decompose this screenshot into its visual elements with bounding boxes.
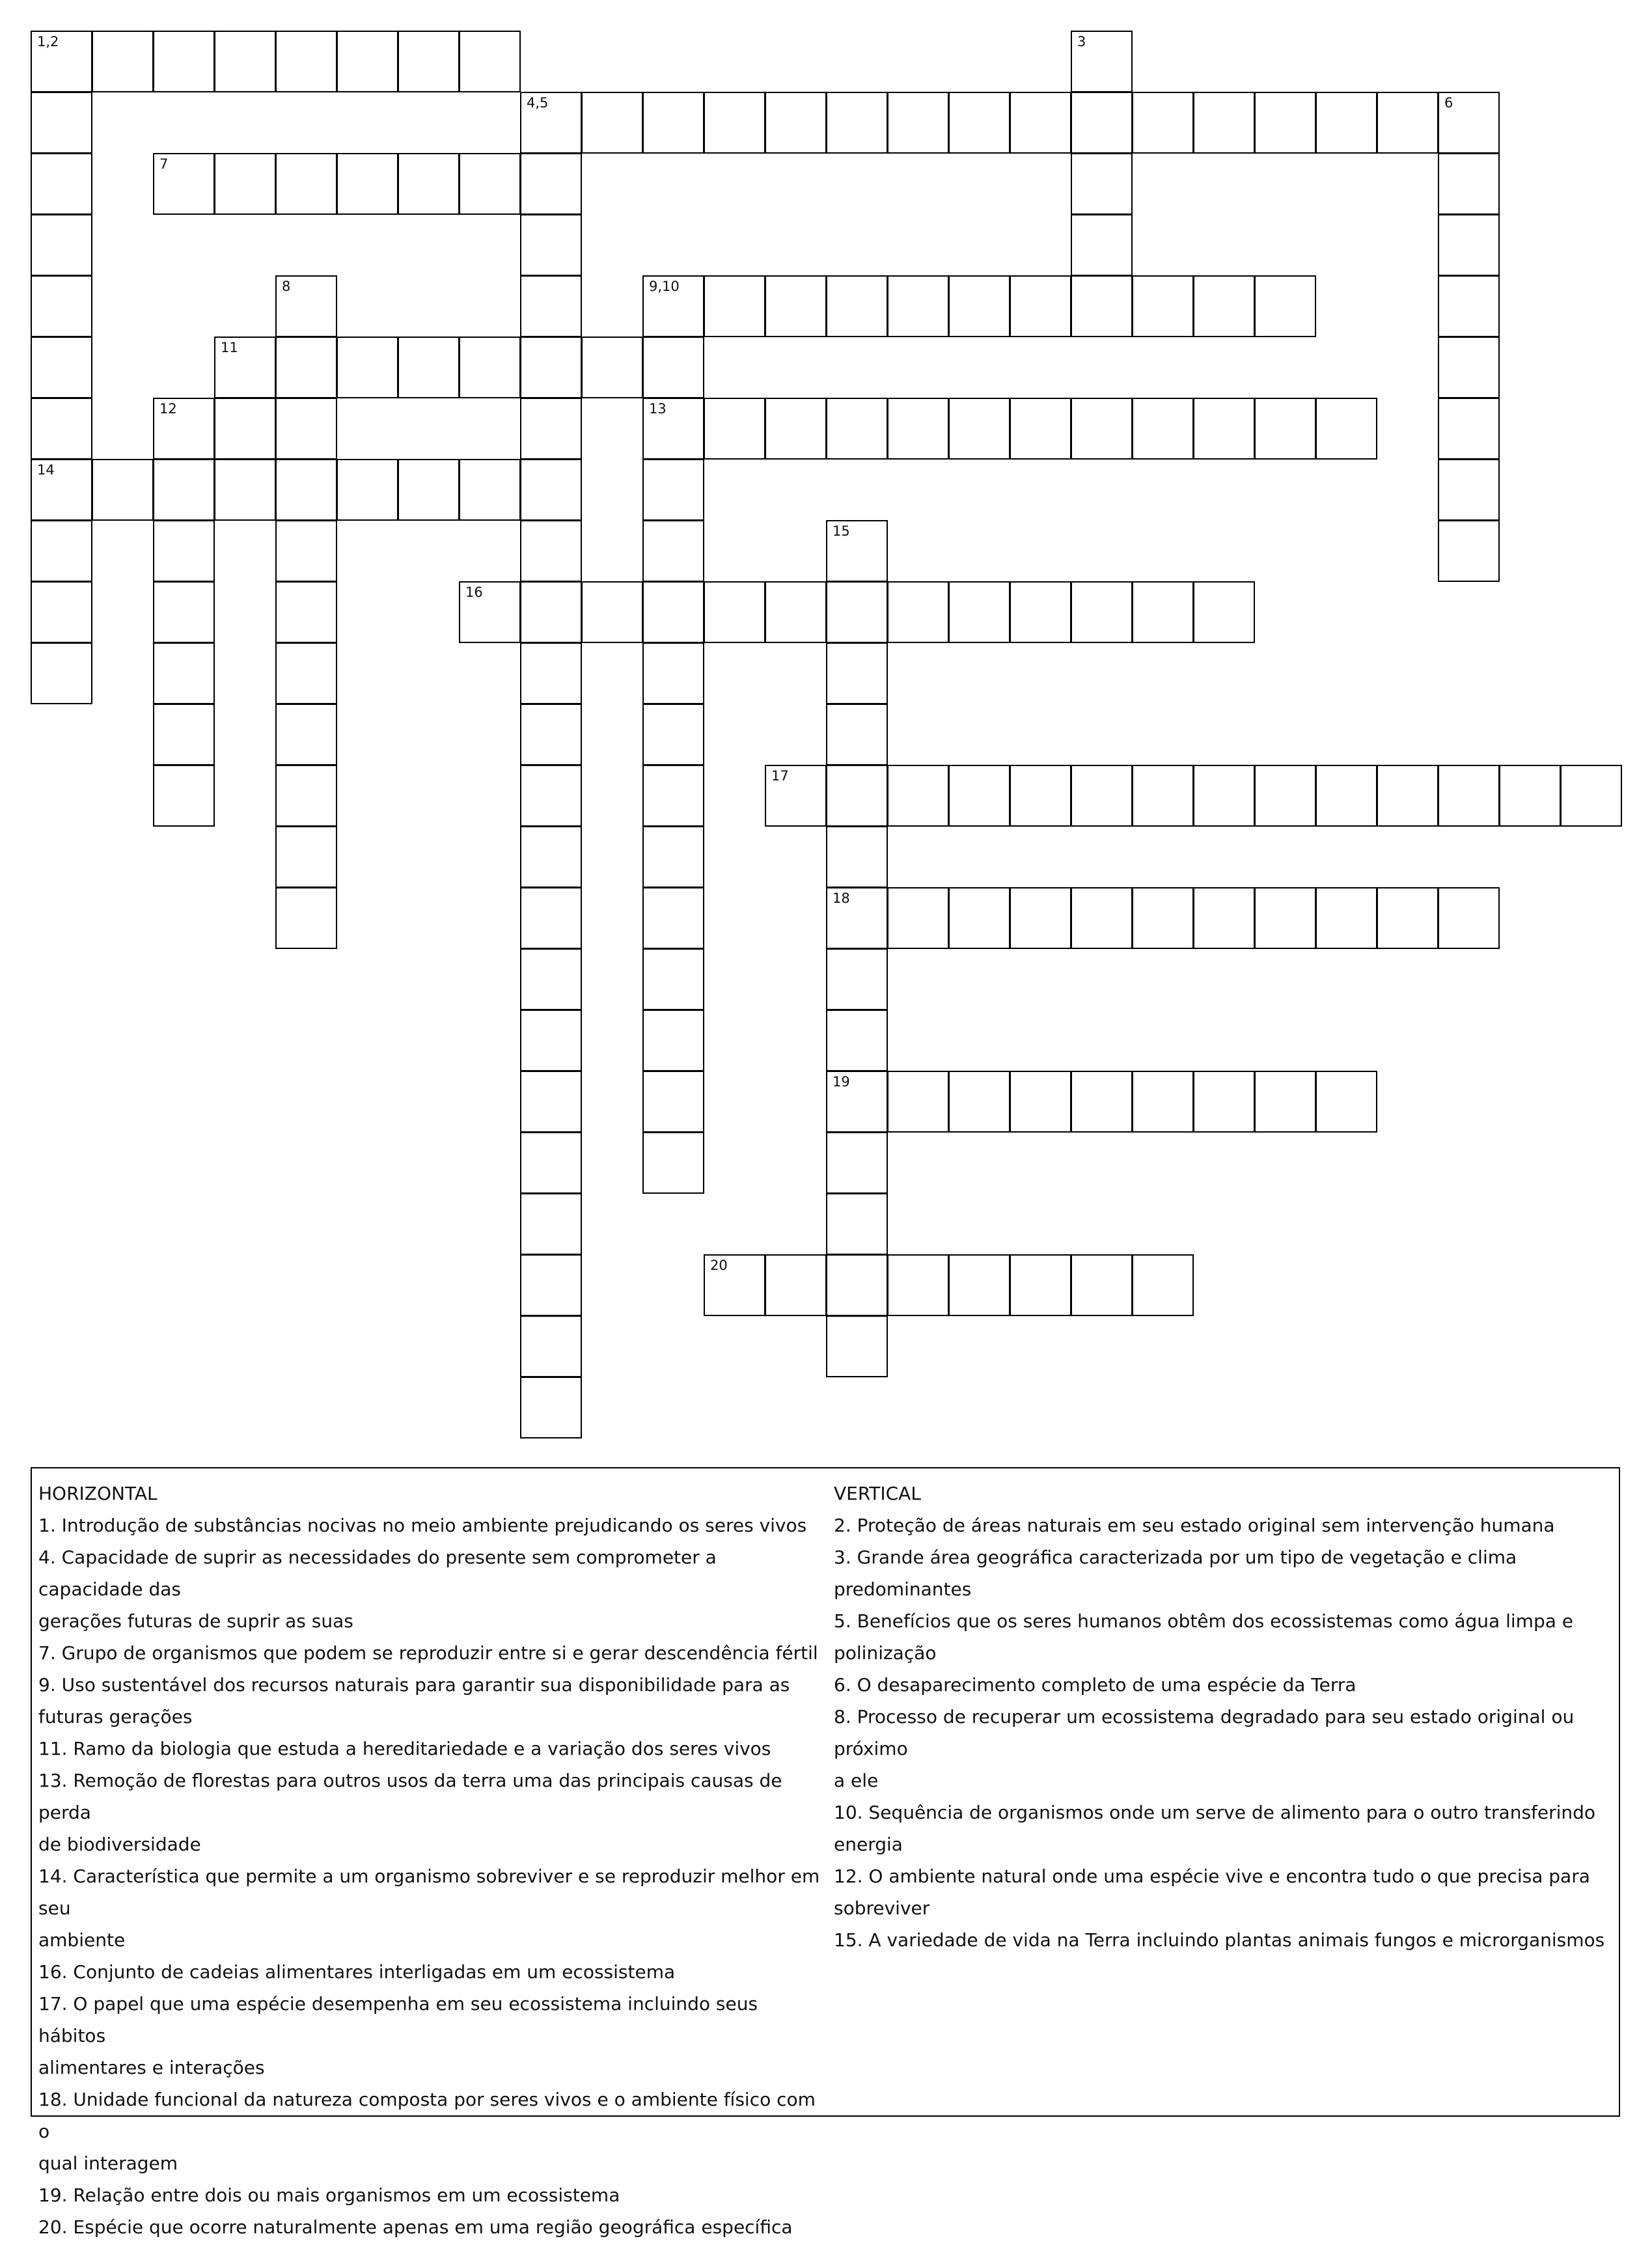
- grid-cell[interactable]: [337, 153, 398, 215]
- grid-cell[interactable]: [398, 31, 460, 92]
- grid-cell[interactable]: [275, 31, 337, 92]
- clue-number: 17: [771, 768, 789, 784]
- grid-cell[interactable]: [642, 1071, 704, 1133]
- clue-line: 19. Relação entre dois ou mais organismos em um ecossistema: [38, 2184, 620, 2206]
- grid-cell[interactable]: [1010, 581, 1071, 643]
- grid-cell[interactable]: [826, 398, 888, 460]
- grid-cell[interactable]: [275, 398, 337, 460]
- vertical-clue-list: [834, 1509, 1615, 1956]
- grid-cell[interactable]: [948, 887, 1010, 949]
- grid-cell[interactable]: [1010, 1254, 1071, 1316]
- grid-cell[interactable]: [31, 337, 92, 398]
- grid-cell[interactable]: [1377, 92, 1439, 154]
- grid-cell[interactable]: [1193, 765, 1255, 827]
- clue-line: 16. Conjunto de cadeias alimentares interligadas em um ecossistema: [38, 1961, 676, 1983]
- grid-cell[interactable]: [1254, 1071, 1316, 1133]
- grid-cell[interactable]: [1071, 398, 1133, 460]
- grid-cell[interactable]: [520, 1132, 582, 1194]
- grid-cell[interactable]: [826, 92, 888, 154]
- grid-cell[interactable]: [581, 337, 643, 398]
- clue-number: 18: [833, 890, 850, 906]
- grid-cell[interactable]: [642, 1132, 704, 1194]
- grid-cell[interactable]: [520, 337, 582, 398]
- grid-cell[interactable]: [1560, 765, 1622, 827]
- grid-cell[interactable]: [1132, 275, 1194, 337]
- grid-cell[interactable]: [826, 275, 888, 337]
- grid-cell[interactable]: [31, 153, 92, 215]
- grid-cell[interactable]: [1071, 214, 1133, 276]
- grid-cell[interactable]: [581, 581, 643, 643]
- grid-cell[interactable]: [1315, 1071, 1377, 1133]
- grid-cell[interactable]: [459, 31, 521, 92]
- grid-cell[interactable]: [948, 1254, 1010, 1316]
- clue-number: 3: [1077, 34, 1086, 49]
- grid-cell[interactable]: [153, 642, 215, 704]
- grid-cell[interactable]: [1010, 1071, 1071, 1133]
- numbered-cell[interactable]: [153, 153, 215, 215]
- grid-cell[interactable]: [275, 459, 337, 521]
- grid-cell[interactable]: [1132, 1254, 1194, 1316]
- grid-cell[interactable]: [520, 214, 582, 276]
- grid-cell[interactable]: [887, 398, 949, 460]
- clue-line: 12. O ambiente natural onde uma espécie vive e encontra tudo o que precisa para: [834, 1865, 1590, 1887]
- numbered-cell[interactable]: [459, 581, 521, 643]
- clue-line: 13. Remoção de florestas para outros usos da terra uma das principais causas de perda: [38, 1770, 782, 1823]
- grid-cell[interactable]: [398, 153, 460, 215]
- grid-cell[interactable]: [153, 31, 215, 92]
- clue-number: 12: [159, 401, 177, 417]
- grid-cell[interactable]: [765, 581, 827, 643]
- grid-cell[interactable]: [214, 31, 276, 92]
- grid-cell[interactable]: [1438, 398, 1500, 460]
- grid-cell[interactable]: [1254, 275, 1316, 337]
- grid-cell[interactable]: [826, 642, 888, 704]
- clue-line: a ele: [834, 1770, 879, 1791]
- clue-number: 11: [221, 340, 238, 355]
- grid-cell[interactable]: [704, 581, 765, 643]
- grid-cell[interactable]: [887, 887, 949, 949]
- clue-line: 4. Capacidade de suprir as necessidades do presente sem comprometer a capacidade das: [38, 1547, 717, 1600]
- grid-cell[interactable]: [1377, 765, 1439, 827]
- horizontal-clues: [38, 1478, 826, 2243]
- grid-cell[interactable]: [826, 1193, 888, 1255]
- clue-line: 8. Processo de recuperar um ecossistema degradado para seu estado original ou próximo: [834, 1706, 1575, 1759]
- grid-cell[interactable]: [887, 1254, 949, 1316]
- grid-cell[interactable]: [1315, 92, 1377, 154]
- clue-line: 2. Proteção de áreas naturais em seu estado original sem intervenção humana: [834, 1515, 1555, 1536]
- grid-cell[interactable]: [642, 459, 704, 521]
- grid-cell[interactable]: [214, 398, 276, 460]
- clue-number: 15: [833, 523, 850, 539]
- grid-cell[interactable]: [1071, 153, 1133, 215]
- grid-cell[interactable]: [765, 92, 827, 154]
- clue-number: 1,2: [37, 34, 59, 49]
- numbered-cell[interactable]: [826, 1071, 888, 1133]
- grid-cell[interactable]: [1071, 1071, 1133, 1133]
- grid-cell[interactable]: [1499, 765, 1561, 827]
- grid-cell[interactable]: [1193, 275, 1255, 337]
- grid-cell[interactable]: [1010, 765, 1071, 827]
- grid-cell[interactable]: [520, 1377, 582, 1438]
- grid-cell[interactable]: [948, 92, 1010, 154]
- clue-line: 5. Benefícios que os seres humanos obtêm dos ecossistemas como água limpa e: [834, 1610, 1573, 1632]
- grid-cell[interactable]: [765, 398, 827, 460]
- grid-cell[interactable]: [948, 1071, 1010, 1133]
- clue-line: futuras gerações: [38, 1706, 193, 1727]
- grid-cell[interactable]: [948, 398, 1010, 460]
- horizontal-clue-list: [38, 1509, 826, 2243]
- grid-cell[interactable]: [520, 1071, 582, 1133]
- grid-cell[interactable]: [765, 275, 827, 337]
- grid-cell[interactable]: [642, 1010, 704, 1071]
- grid-cell[interactable]: [1132, 581, 1194, 643]
- grid-cell[interactable]: [31, 214, 92, 276]
- clue-line: ambiente: [38, 1929, 126, 1951]
- grid-cell[interactable]: [520, 948, 582, 1010]
- clue-line: 9. Uso sustentável dos recursos naturais para garantir sua disponibilidade para as: [38, 1674, 790, 1696]
- grid-cell[interactable]: [642, 337, 704, 398]
- grid-cell[interactable]: [1010, 398, 1071, 460]
- grid-cell[interactable]: [1193, 1071, 1255, 1133]
- grid-cell[interactable]: [520, 153, 582, 215]
- grid-cell[interactable]: [275, 520, 337, 582]
- grid-cell[interactable]: [520, 1254, 582, 1316]
- grid-cell[interactable]: [520, 704, 582, 765]
- grid-cell[interactable]: [887, 1071, 949, 1133]
- grid-cell[interactable]: [1193, 581, 1255, 643]
- grid-cell[interactable]: [1377, 887, 1439, 949]
- clue-number: 19: [833, 1074, 850, 1090]
- grid-cell[interactable]: [642, 92, 704, 154]
- grid-cell[interactable]: [581, 92, 643, 154]
- grid-cell[interactable]: [948, 275, 1010, 337]
- grid-cell[interactable]: [1254, 887, 1316, 949]
- grid-cell[interactable]: [275, 581, 337, 643]
- clue-line: 7. Grupo de organismos que podem se reproduzir entre si e gerar descendência fértil: [38, 1642, 818, 1664]
- grid-cell[interactable]: [1193, 398, 1255, 460]
- grid-cell[interactable]: [1071, 275, 1133, 337]
- grid-cell[interactable]: [459, 337, 521, 398]
- clue-number: 13: [649, 401, 667, 417]
- grid-cell[interactable]: [520, 826, 582, 888]
- grid-cell[interactable]: [1193, 887, 1255, 949]
- grid-cell[interactable]: [92, 459, 154, 521]
- clue-line: gerações futuras de suprir as suas: [38, 1610, 353, 1632]
- numbered-cell[interactable]: [826, 887, 888, 949]
- clue-line: 17. O papel que uma espécie desempenha em seu ecossistema incluindo seus hábitos: [38, 1993, 758, 2046]
- clue-number: 6: [1444, 95, 1453, 111]
- clue-line: 1. Introdução de substâncias nocivas no meio ambiente prejudicando os seres vivos: [38, 1515, 807, 1536]
- grid-cell[interactable]: [704, 398, 765, 460]
- numbered-cell[interactable]: [704, 1254, 765, 1316]
- grid-cell[interactable]: [153, 704, 215, 765]
- grid-cell[interactable]: [1132, 398, 1194, 460]
- grid-cell[interactable]: [826, 1254, 888, 1316]
- grid-cell[interactable]: [887, 275, 949, 337]
- grid-cell[interactable]: [1438, 887, 1500, 949]
- grid-cell[interactable]: [153, 459, 215, 521]
- numbered-cell[interactable]: [275, 275, 337, 337]
- grid-cell[interactable]: [1010, 887, 1071, 949]
- grid-cell[interactable]: [1438, 214, 1500, 276]
- grid-cell[interactable]: [1254, 92, 1316, 154]
- grid-cell[interactable]: [642, 642, 704, 704]
- grid-cell[interactable]: [31, 275, 92, 337]
- numbered-cell[interactable]: [31, 31, 92, 92]
- grid-cell[interactable]: [398, 337, 460, 398]
- grid-cell[interactable]: [520, 581, 582, 643]
- grid-cell[interactable]: [92, 31, 154, 92]
- grid-cell[interactable]: [1132, 1071, 1194, 1133]
- grid-cell[interactable]: [1315, 887, 1377, 949]
- grid-cell[interactable]: [887, 92, 949, 154]
- grid-cell[interactable]: [826, 1010, 888, 1071]
- clue-line: energia: [834, 1834, 903, 1855]
- grid-cell[interactable]: [1193, 92, 1255, 154]
- grid-cell[interactable]: [1010, 275, 1071, 337]
- grid-cell[interactable]: [1071, 581, 1133, 643]
- grid-cell[interactable]: [1071, 765, 1133, 827]
- grid-cell[interactable]: [826, 948, 888, 1010]
- grid-cell[interactable]: [642, 826, 704, 888]
- grid-cell[interactable]: [520, 398, 582, 460]
- grid-cell[interactable]: [826, 1132, 888, 1194]
- clue-line: alimentares e interações: [38, 2057, 265, 2078]
- vertical-title: VERTICAL: [834, 1483, 921, 1504]
- grid-cell[interactable]: [1438, 459, 1500, 521]
- grid-cell[interactable]: [887, 765, 949, 827]
- grid-cell[interactable]: [1071, 887, 1133, 949]
- clue-line: polinização: [834, 1642, 937, 1664]
- numbered-cell[interactable]: [765, 765, 827, 827]
- grid-cell[interactable]: [275, 765, 337, 827]
- grid-cell[interactable]: [1254, 765, 1316, 827]
- numbered-cell[interactable]: [153, 398, 215, 460]
- grid-cell[interactable]: [642, 765, 704, 827]
- clue-line: 11. Ramo da biologia que estuda a hereditariedade e a variação dos seres vivos: [38, 1738, 771, 1759]
- grid-cell[interactable]: [214, 153, 276, 215]
- grid-cell[interactable]: [275, 887, 337, 949]
- numbered-cell[interactable]: [642, 398, 704, 460]
- clue-line: 6. O desaparecimento completo de uma espécie da Terra: [834, 1674, 1356, 1696]
- grid-cell[interactable]: [1315, 398, 1377, 460]
- grid-cell[interactable]: [459, 153, 521, 215]
- grid-cell[interactable]: [275, 826, 337, 888]
- clue-line: 3. Grande área geográfica caracterizada por um tipo de vegetação e clima predominantes: [834, 1547, 1517, 1600]
- grid-cell[interactable]: [520, 1010, 582, 1071]
- clue-number: 7: [159, 156, 169, 172]
- grid-cell[interactable]: [275, 337, 337, 398]
- grid-cell[interactable]: [826, 704, 888, 765]
- grid-cell[interactable]: [704, 275, 765, 337]
- grid-cell[interactable]: [1438, 337, 1500, 398]
- grid-cell[interactable]: [948, 581, 1010, 643]
- grid-cell[interactable]: [520, 459, 582, 521]
- clue-line: de biodiversidade: [38, 1834, 201, 1855]
- grid-cell[interactable]: [153, 765, 215, 827]
- grid-cell[interactable]: [1132, 92, 1194, 154]
- grid-cell[interactable]: [826, 826, 888, 888]
- clue-line: sobreviver: [834, 1897, 930, 1919]
- grid-cell[interactable]: [31, 92, 92, 154]
- grid-cell[interactable]: [31, 520, 92, 582]
- grid-cell[interactable]: [520, 765, 582, 827]
- grid-cell[interactable]: [1315, 765, 1377, 827]
- clue-number: 8: [282, 279, 291, 294]
- grid-cell[interactable]: [1438, 275, 1500, 337]
- grid-cell[interactable]: [765, 1254, 827, 1316]
- clue-line: qual interagem: [38, 2153, 178, 2174]
- grid-cell[interactable]: [337, 459, 398, 521]
- numbered-cell[interactable]: [826, 520, 888, 582]
- horizontal-title: HORIZONTAL: [38, 1483, 158, 1504]
- clue-number: 4,5: [527, 95, 549, 111]
- grid-cell[interactable]: [337, 337, 398, 398]
- grid-cell[interactable]: [1254, 398, 1316, 460]
- clue-line: 20. Espécie que ocorre naturalmente apenas em uma região geográfica específica: [38, 2216, 793, 2238]
- numbered-cell[interactable]: [31, 459, 92, 521]
- grid-cell[interactable]: [337, 31, 398, 92]
- grid-cell[interactable]: [153, 581, 215, 643]
- grid-cell[interactable]: [704, 92, 765, 154]
- clue-line: 14. Característica que permite a um organismo sobreviver e se reproduzir melhor em seu: [38, 1865, 820, 1919]
- grid-cell[interactable]: [398, 459, 460, 521]
- grid-cell[interactable]: [642, 887, 704, 949]
- grid-cell[interactable]: [1438, 153, 1500, 215]
- grid-cell[interactable]: [826, 581, 888, 643]
- clue-number: 14: [37, 462, 55, 478]
- grid-cell[interactable]: [520, 275, 582, 337]
- numbered-cell[interactable]: [1438, 92, 1500, 154]
- grid-cell[interactable]: [948, 765, 1010, 827]
- clue-number: 9,10: [649, 279, 680, 294]
- grid-cell[interactable]: [642, 520, 704, 582]
- numbered-cell[interactable]: [1071, 31, 1133, 92]
- grid-cell[interactable]: [31, 398, 92, 460]
- grid-cell[interactable]: [275, 153, 337, 215]
- grid-cell[interactable]: [1132, 887, 1194, 949]
- numbered-cell[interactable]: [214, 337, 276, 398]
- numbered-cell[interactable]: [642, 275, 704, 337]
- clue-line: 18. Unidade funcional da natureza composta por seres vivos e o ambiente físico com o: [38, 2089, 816, 2142]
- grid-cell[interactable]: [642, 581, 704, 643]
- grid-cell[interactable]: [520, 642, 582, 704]
- grid-cell[interactable]: [31, 642, 92, 704]
- grid-cell[interactable]: [520, 1315, 582, 1377]
- grid-cell[interactable]: [1071, 92, 1133, 154]
- grid-cell[interactable]: [642, 948, 704, 1010]
- grid-cell[interactable]: [1010, 92, 1071, 154]
- clue-line: 10. Sequência de organismos onde um serve de alimento para o outro transferindo: [834, 1802, 1596, 1823]
- grid-cell[interactable]: [826, 765, 888, 827]
- clue-number: 20: [710, 1258, 728, 1273]
- grid-cell[interactable]: [31, 581, 92, 643]
- grid-cell[interactable]: [642, 704, 704, 765]
- grid-cell[interactable]: [520, 887, 582, 949]
- clues-box: [31, 1467, 1620, 2238]
- clue-line: 15. A variedade de vida na Terra incluindo plantas animais fungos e microrganismos: [834, 1929, 1605, 1951]
- grid-cell[interactable]: [153, 520, 215, 582]
- grid-cell[interactable]: [214, 459, 276, 521]
- grid-cell[interactable]: [887, 581, 949, 643]
- grid-cell[interactable]: [520, 520, 582, 582]
- numbered-cell[interactable]: [520, 92, 582, 154]
- grid-cell[interactable]: [275, 704, 337, 765]
- vertical-clues: [834, 1478, 1615, 1956]
- grid-cell[interactable]: [1071, 1254, 1133, 1316]
- clue-number: 16: [465, 585, 483, 600]
- grid-cell[interactable]: [1438, 520, 1500, 582]
- grid-cell[interactable]: [275, 642, 337, 704]
- grid-cell[interactable]: [826, 1315, 888, 1377]
- grid-cell[interactable]: [1132, 765, 1194, 827]
- grid-cell[interactable]: [459, 459, 521, 521]
- grid-cell[interactable]: [520, 1193, 582, 1255]
- grid-cell[interactable]: [1438, 765, 1500, 827]
